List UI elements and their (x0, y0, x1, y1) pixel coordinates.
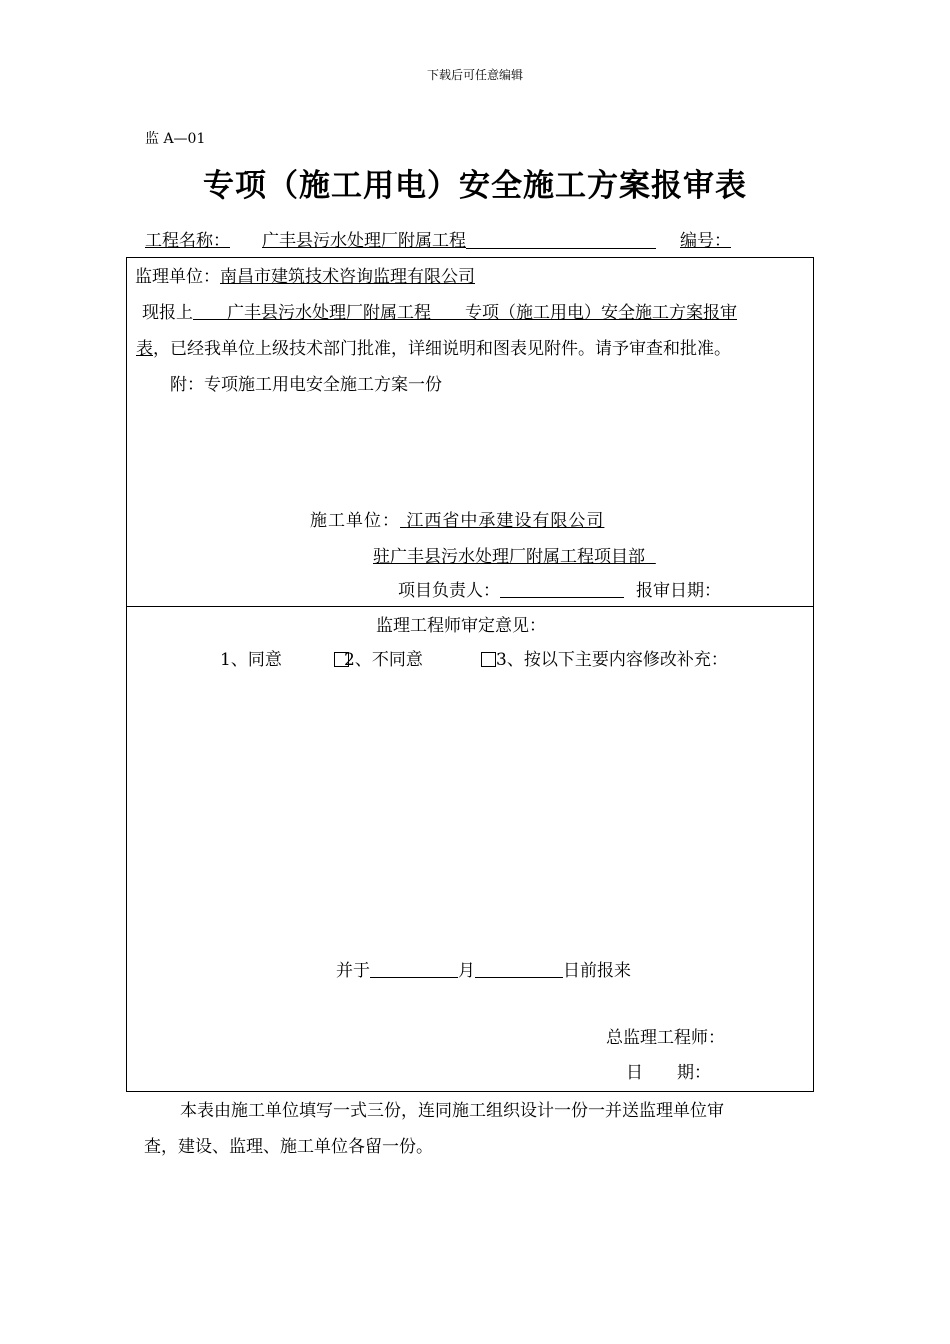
report-project: 广丰县污水处理厂附属工程 (227, 303, 431, 323)
header-note: 下载后可任意编辑 (426, 68, 523, 82)
review-section (126, 606, 814, 1092)
review-date-label: 日 期： (626, 1063, 711, 1083)
checkbox-modify[interactable] (481, 652, 496, 667)
attachment-line: 附：专项施工用电安全施工方案一份 (170, 375, 442, 395)
project-dept-line (373, 542, 656, 567)
footnote-line-2: 查，建设、监理、施工单位各留一份。 (144, 1137, 433, 1157)
deadline-month: 月 (458, 961, 475, 981)
page-title: 专项（施工用电）安全施工方案报审表 (203, 168, 747, 204)
contractor-label: 施工单位： (310, 511, 400, 531)
supervisor-value: 南昌市建筑技术咨询监理有限公司 (220, 267, 475, 287)
report-line-2 (136, 334, 731, 359)
project-name-line (145, 226, 656, 251)
chief-engineer-label: 总监理工程师： (606, 1028, 725, 1048)
project-name-label: 工程名称： (145, 231, 230, 251)
deadline-line (336, 956, 631, 981)
manager-label: 项目负责人： (398, 581, 500, 601)
serial-number-label: 编号： (680, 231, 731, 251)
report-prefix: 现报上 (142, 303, 193, 323)
manager-blank[interactable] (500, 581, 624, 598)
footnote-line-1: 本表由施工单位填写一式三份，连同施工组织设计一份一并送监理单位审 (180, 1101, 724, 1121)
deadline-month-blank[interactable] (370, 961, 458, 978)
report-line-1 (142, 298, 737, 323)
contractor-value: 江西省中承建设有限公司 (406, 511, 605, 531)
form-code: 监 A—01 (145, 131, 206, 147)
manager-line (398, 576, 721, 601)
option-disagree: 2、不同意 (344, 650, 423, 670)
supervisor-label: 监理单位： (135, 267, 220, 287)
report-item: 专项（施工用电）安全施工方案报审 (465, 303, 737, 323)
contractor-line (310, 506, 604, 531)
deadline-prefix: 并于 (336, 961, 370, 981)
supervisor-line (135, 262, 475, 287)
report-rest: ，已经我单位上级技术部门批准，详细说明和图表见附件。请予审查和批准。 (153, 339, 731, 359)
report-item-end: 表 (136, 339, 153, 359)
deadline-day-blank[interactable] (475, 961, 563, 978)
project-name-value: 广丰县污水处理厂附属工程 (262, 231, 466, 251)
submit-date-label: 报审日期： (636, 581, 721, 601)
option-modify: 3、按以下主要内容修改补充： (496, 650, 728, 670)
deadline-suffix: 日前报来 (563, 961, 631, 981)
opinion-label: 监理工程师审定意见： (376, 616, 546, 636)
project-dept-value: 驻广丰县污水处理厂附属工程项目部 (373, 547, 645, 567)
option-agree: 1、同意 (220, 650, 282, 670)
